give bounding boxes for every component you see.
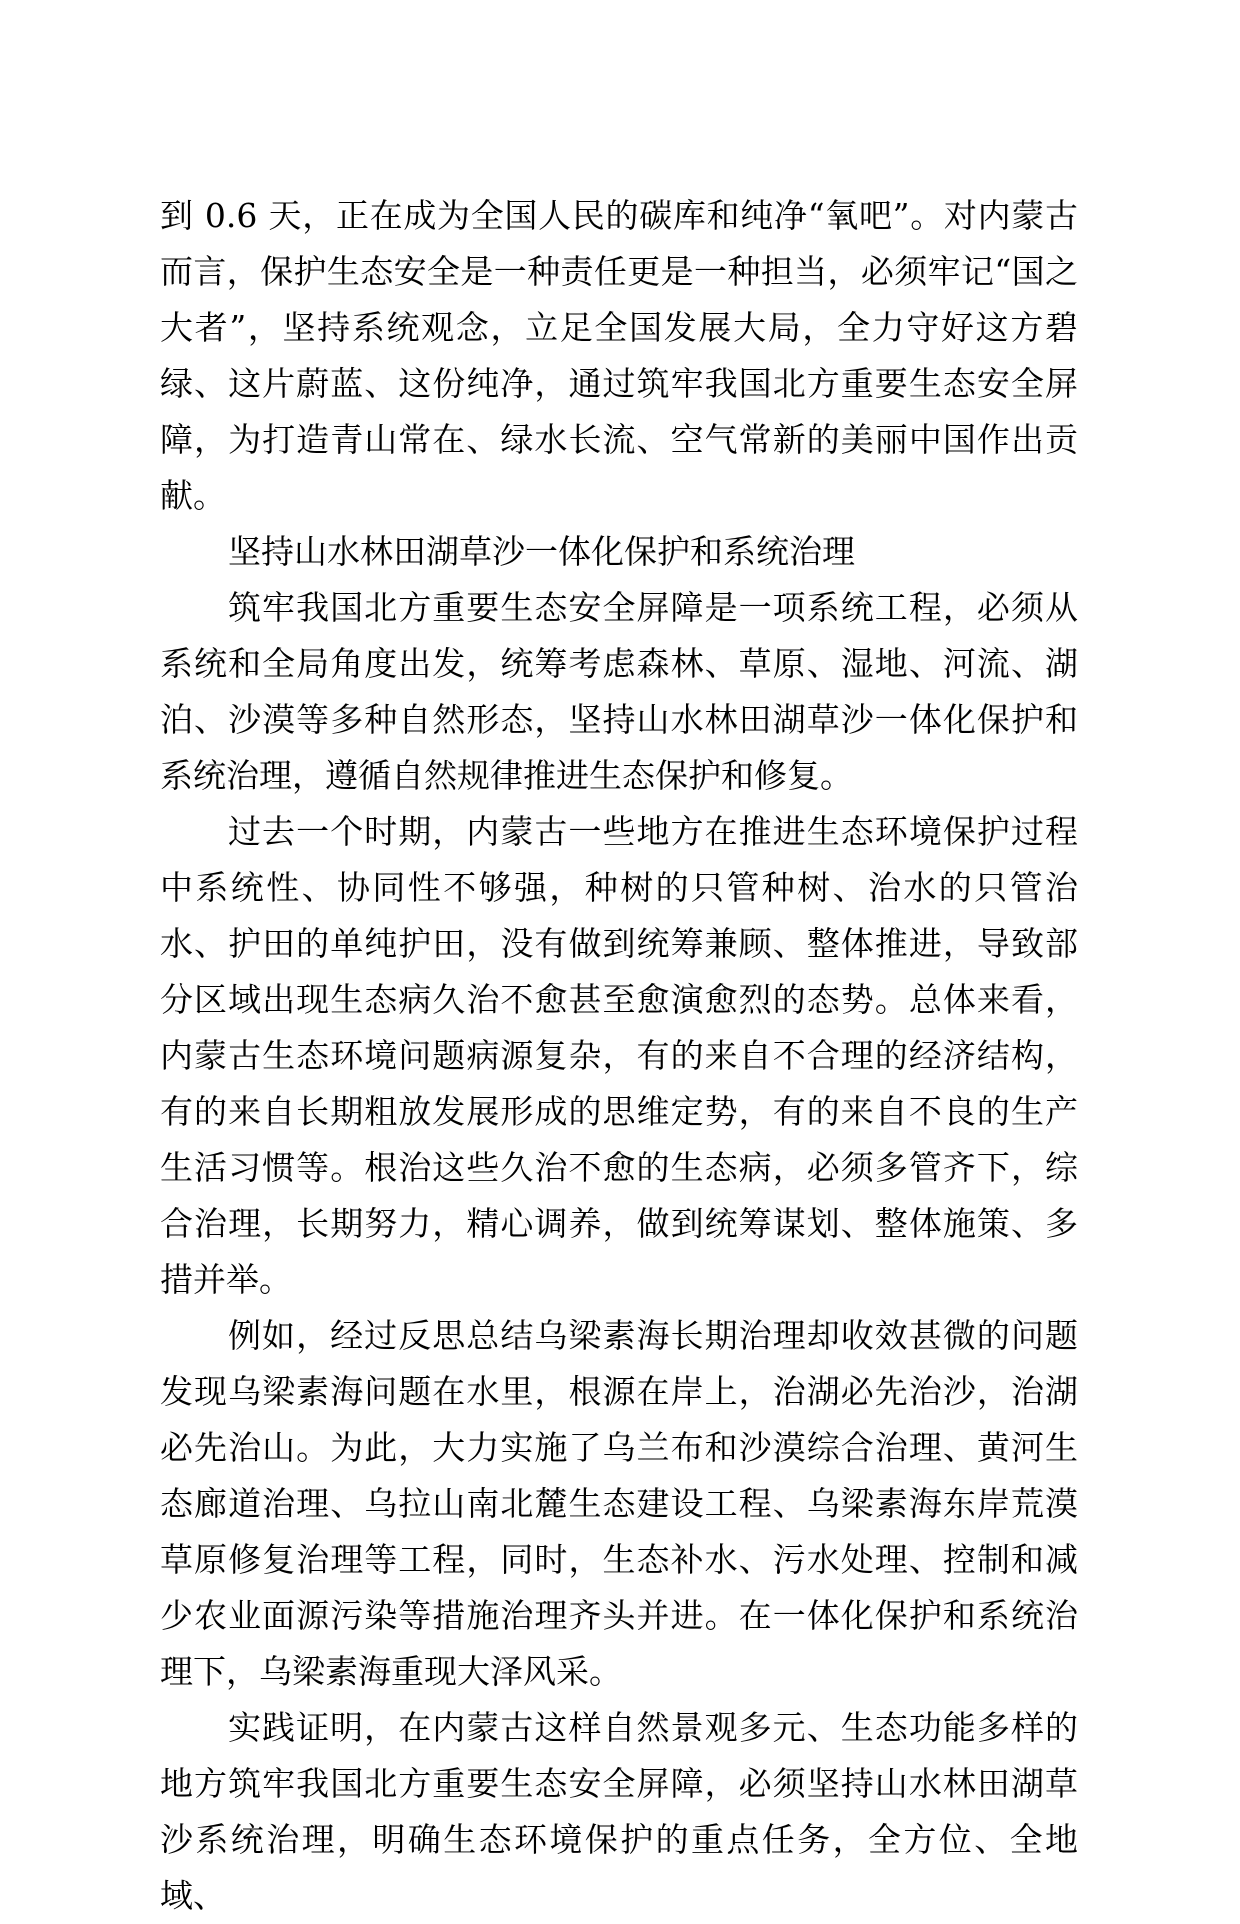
document-page bbox=[160, 188, 1078, 1924]
section-heading: 坚持山水林田湖草沙一体化保护和系统治理 bbox=[228, 532, 855, 571]
paragraph-continuation: 到 0.6 天，正在成为全国人民的碳库和纯净“氧吧”。对内蒙古而言，保护生态安全是一种责任更是一种担当，必须牢记“国之大者”，坚持系统观念，立足全国发展大局，全力守好这方碧绿、这片蔚蓝、这份纯净，通过筑牢我国北方重要生态安全屏障，为打造青山常在、绿水长流、空气常新的美丽中国作出贡献。 bbox=[160, 196, 1078, 515]
paragraph-system-engineering: 筑牢我国北方重要生态安全屏障是一项系统工程，必须从系统和全局角度出发，统筹考虑森林、草原、湿地、河流、湖泊、沙漠等多种自然形态，坚持山水林田湖草沙一体化保护和系统治理，遵循自然规律推进生态保护和修复。 bbox=[160, 588, 1078, 795]
paragraph-past-period: 过去一个时期，内蒙古一些地方在推进生态环境保护过程中系统性、协同性不够强，种树的只管种树、治水的只管治水、护田的单纯护田，没有做到统筹兼顾、整体推进，导致部分区域出现生态病久治不愈甚至愈演愈烈的态势。总体来看，内蒙古生态环境问题病源复杂，有的来自不合理的经济结构，有的来自长期粗放发展形成的思维定势，有的来自不良的生产生活习惯等。根治这些久治不愈的生态病，必须多管齐下，综合治理，长期努力，精心调养，做到统筹谋划、整体施策、多措并举。 bbox=[160, 812, 1078, 1299]
paragraph-example-wuliangsuhai: 例如，经过反思总结乌梁素海长期治理却收效甚微的问题发现乌梁素海问题在水里，根源在岸上，治湖必先治沙，治湖必先治山。为此，大力实施了乌兰布和沙漠综合治理、黄河生态廊道治理、乌拉山南北麓生态建设工程、乌梁素海东岸荒漠草原修复治理等工程，同时，生态补水、污水处理、控制和减少农业面源污染等措施治理齐头并进。在一体化保护和系统治理下，乌梁素海重现大泽风采。 bbox=[160, 1316, 1078, 1691]
paragraph-practice-proves: 实践证明，在内蒙古这样自然景观多元、生态功能多样的地方筑牢我国北方重要生态安全屏障，必须坚持山水林田湖草沙系统治理，明确生态环境保护的重点任务，全方位、全地域、 bbox=[160, 1708, 1078, 1915]
